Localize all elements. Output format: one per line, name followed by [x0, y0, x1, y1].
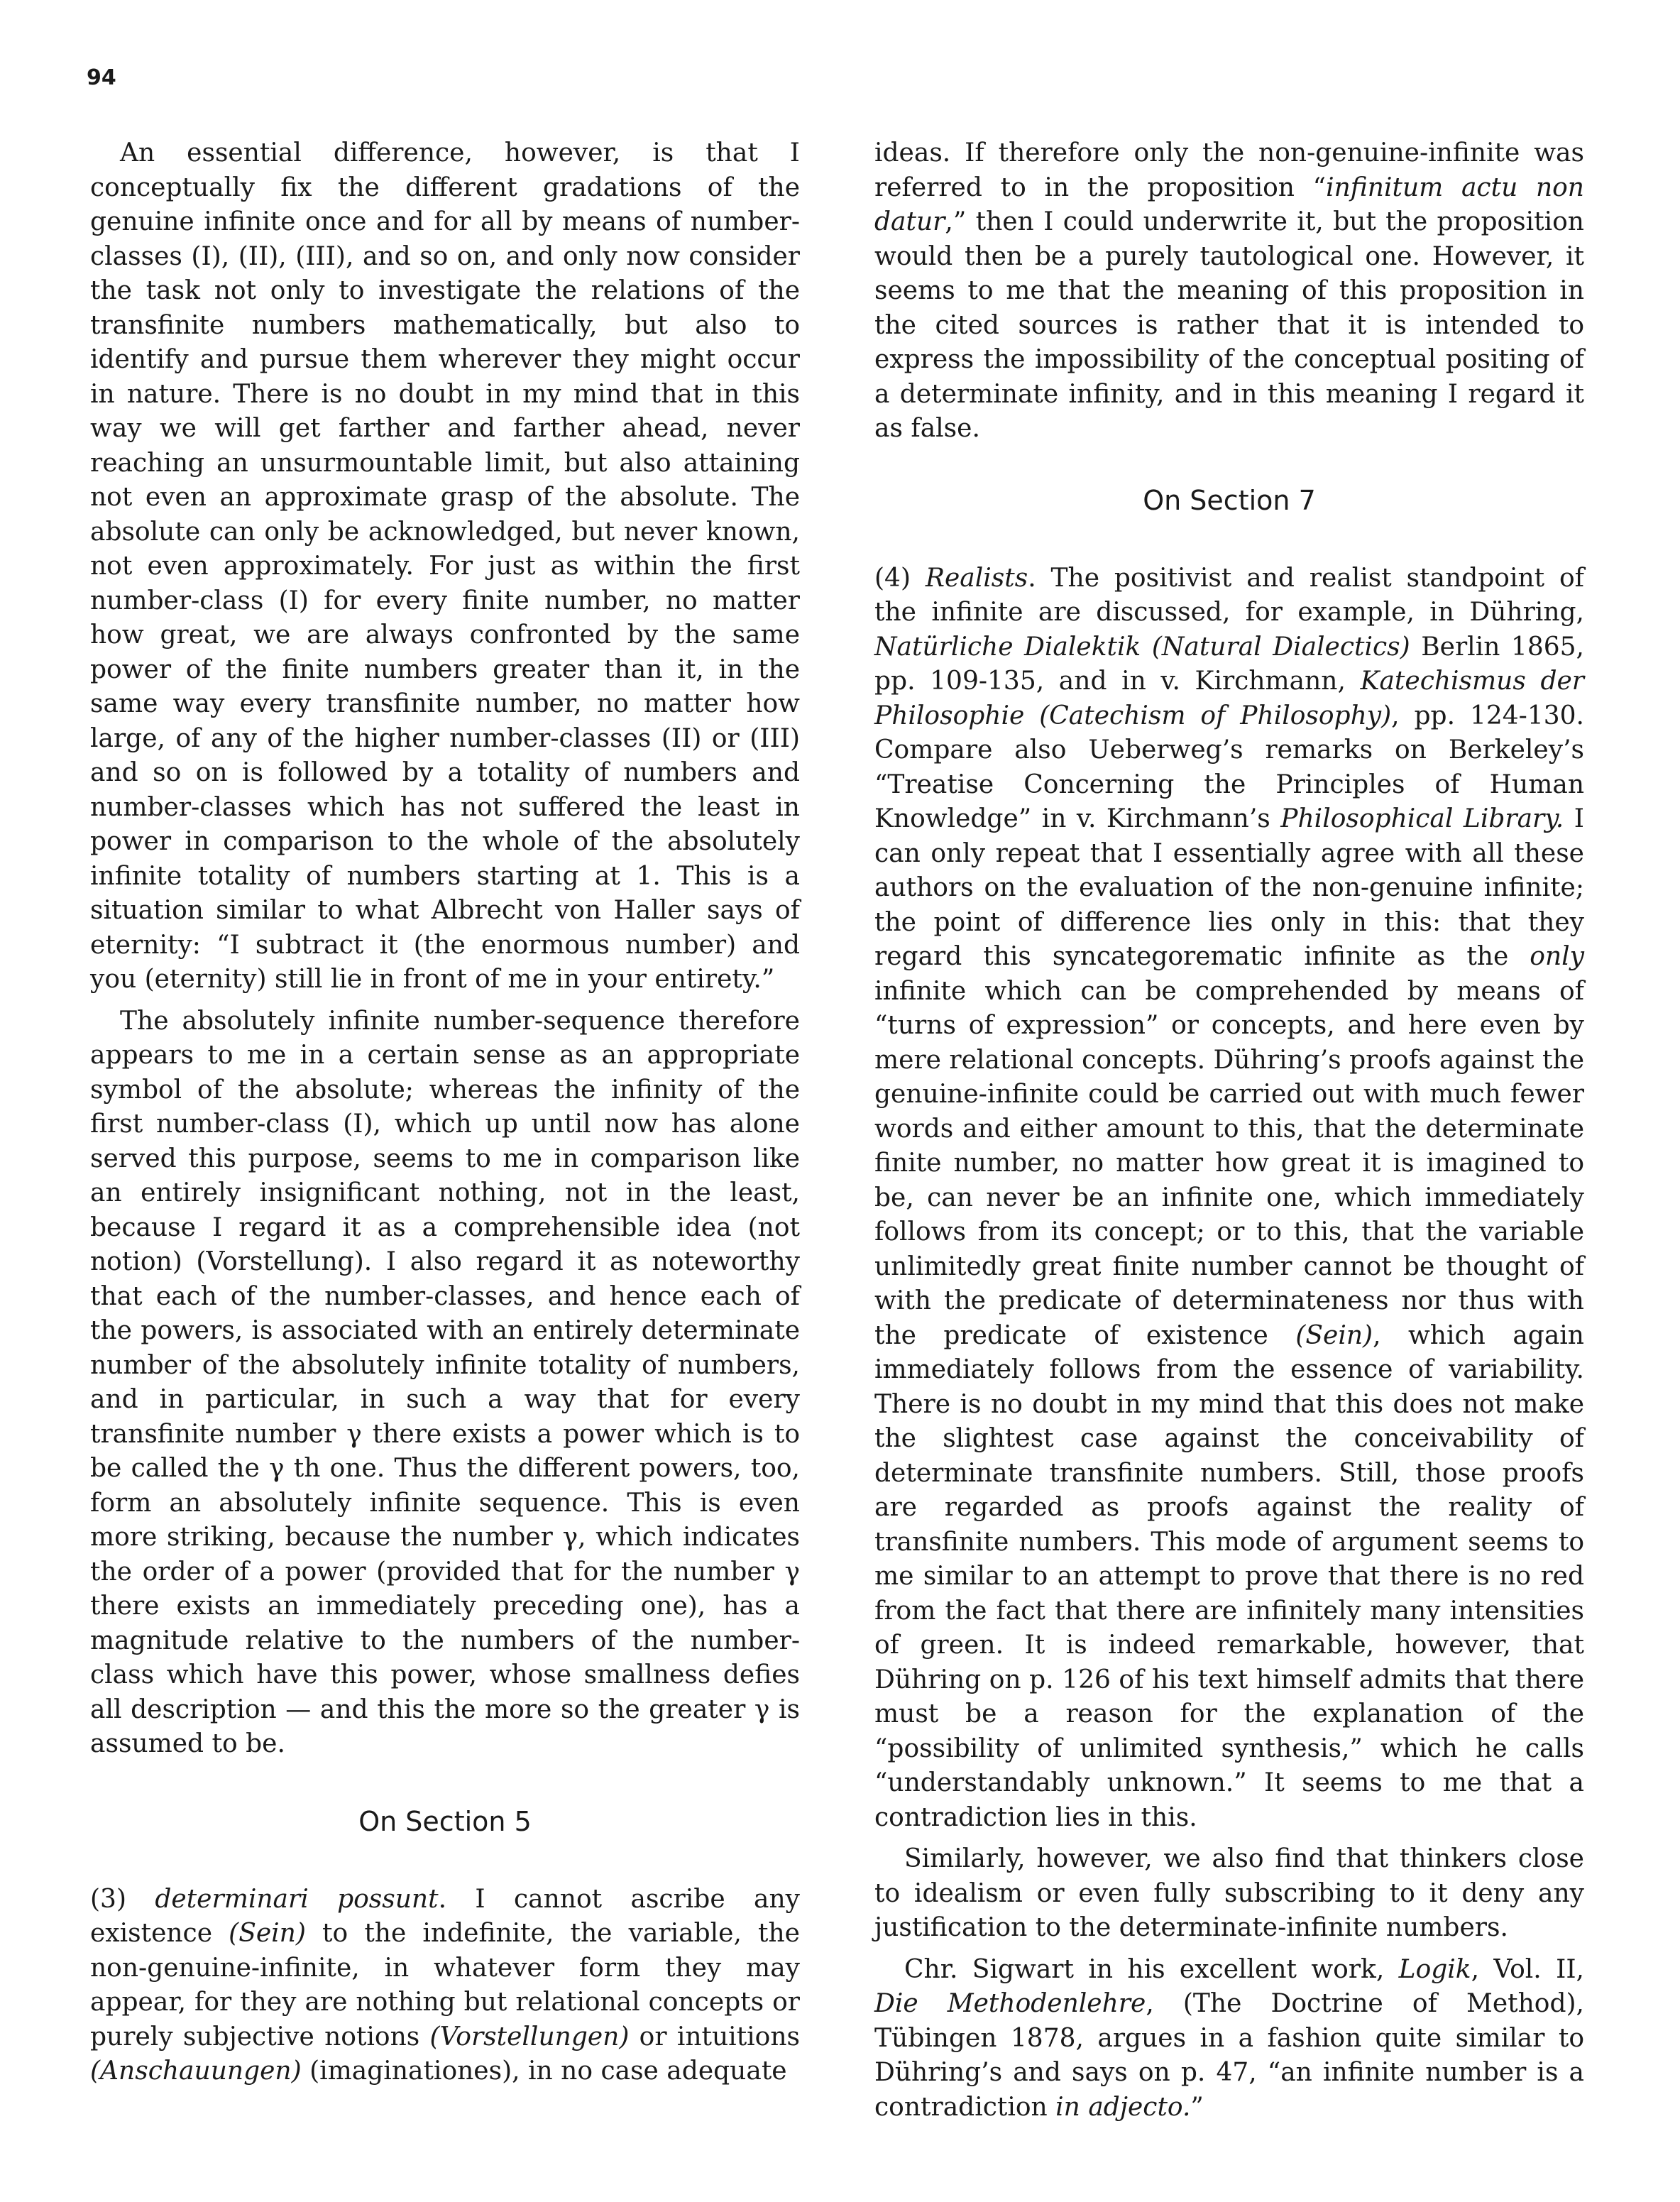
text-run: , (The Doctrine of Method), Tübingen 1878, argues in a fashion quite similar to Dühring’s and says on p. 47, “an infinite number is a contradiction [874, 1989, 1585, 2122]
paragraph-determinari-possunt [90, 1883, 800, 2089]
text-run: . I cannot ascribe any existence [90, 1884, 801, 1948]
right-column [874, 136, 1584, 2132]
text-run: (3) [90, 1884, 155, 1914]
paragraph-essential-difference: An essential difference, however, is that I conceptually fix the different gradations of the genuine infinite once and for all by means of number-classes (I), (II), (III), and so on, and only now consider the task not only to investigate the relations of the transfinite numbers mathematically, but also to identify and pursue them wherever they might occur in nature. There is no doubt in my mind that in this way we will get farther and farther ahead, never reaching an unsurmountable limit, but also attaining not even an approximate grasp of the absolute. The absolute can only be acknowledged, but never known, not even approximately. For just as within the first number-class (I) for every finite number, no matter how great, we are always confronted by the same power of the finite numbers greater than it, in the same way every transfinite number, no matter how large, of any of the higher number-classes (II) or (III) and so on is followed by a totality of numbers and number-classes which has not suffered the least in power in comparison to the whole of the absolutely infinite totality of numbers starting at 1. This is a situation similar to what Albrecht von Haller says of eternity: “I subtract it (the enormous number) and you (eternity) still lie in front of me in your entirety.” [90, 138, 800, 994]
text-run: , pp. 124-130. Compare also Ueberweg’s remarks on Berkeley’s “Treatise Concerning the Principles of Human Knowledge” in v. Kirchmann’s [874, 701, 1584, 833]
text-run: or intuitions [629, 2022, 801, 2052]
italic-term: infinitum actu non datur [874, 172, 1584, 236]
italic-term: Realists [925, 563, 1028, 593]
paragraph-continuation [874, 136, 1584, 447]
text-run: ideas. If therefore only the non-genuine-infinite was referred to in the proposition “ [874, 138, 1584, 202]
paragraph-similarly: Similarly, however, we also find that thinkers close to idealism or even fully subscribing to it deny any justification to the determinate-infinite numbers. [874, 1844, 1584, 1942]
italic-term: Die Methodenlehre [874, 1989, 1146, 2018]
text-run: (imaginationes), in no case adequate [301, 2056, 787, 2086]
section-heading-7: On Section 7 [1143, 484, 1316, 516]
italic-term: in adjecto. [1055, 2092, 1191, 2122]
text-run: , which again immediately follows from the essence of variability. There is no doubt in my mind that this does not make the slightest case against the conceivability of determinate transfinite numbers. Still, those proofs are regarded as proofs against the reality of transfinite numbers. This mode of argument seems to me similar to an attempt to prove that there is no red from the fact that there are infinitely many intensities of green. It is indeed remarkable, however, that Dühring on p. 126 of his text himself admits that there must be a reason for the explanation of the “possibility of unlimited synthesis,” which he calls “understandably unknown.” It seems to me that a contradiction lies in this. [874, 1320, 1584, 1832]
text-run: ,” then I could underwrite it, but the proposition would then be a purely tautological one. However, it seems to me that the meaning of this proposition in the cited sources is rather that it is intended to express the impossibility of the conceptual positing of a determinate infinity, and in this meaning I regard it as false. [874, 207, 1584, 443]
text-run: I can only repeat that I essentially agree with all these authors on the evaluation of the non-genuine infinite; the point of difference lies only in this: that they regard this syncategorematic infinite as the [874, 804, 1584, 971]
italic-term: determinari possunt [155, 1884, 439, 1914]
text-run: to the indefinite, the variable, the non-genuine-infinite, in whatever form they may appear, for they are nothing but relational concepts or purely subjective notions [90, 1919, 800, 2052]
italic-term: Natürliche Dialektik (Natural Dialectics) [874, 632, 1410, 662]
italic-term: (Sein) [229, 1919, 306, 1948]
italic-term: Philosophical Library. [1280, 804, 1564, 833]
section-heading-5: On Section 5 [358, 1805, 532, 1837]
italic-term: (Vorstellungen) [429, 2022, 630, 2052]
text-run: Chr. Sigwart in his excellent work, [904, 1954, 1399, 1984]
text-run: . The positivist and realist standpoint of the infinite are discussed, for example, in Dühring, [874, 563, 1585, 627]
italic-term: Logik [1398, 1954, 1471, 1984]
text-run: ” [1190, 2092, 1204, 2122]
text-run: infinite which can be comprehended by means of “turns of expression” or concepts, and here even by mere relational concepts. Dühring’s proofs against the genuine-infinite could be carried out with much fewer words and either amount to this, that the determinate finite number, no matter how great it is imagined to be, can never be an infinite one, which immediately follows from its concept; or to this, that the variable unlimitedly great finite number cannot be thought of with the predicate of determinateness nor thus with the predicate of existence [874, 976, 1584, 1350]
text-run: Berlin 1865, pp. 109-135, and in v. Kirchmann, [874, 632, 1584, 696]
italic-term: only [1530, 942, 1584, 971]
page-number: 94 [87, 65, 116, 90]
italic-term: Katechismus der Philosophie (Catechism of Philosophy) [874, 667, 1585, 730]
italic-term: (Sein) [1295, 1320, 1373, 1350]
italic-term: (Anschauungen) [90, 2056, 302, 2086]
paragraph-realists [874, 562, 1584, 1836]
text-run: , Vol. II, [1471, 1954, 1584, 1984]
paragraph-absolutely-infinite-sequence: The absolutely infinite number-sequence therefore appears to me in a certain sense as an appropriate symbol of the absolute; whereas the infinity of the first number-class (I), which up until now has alone served this purpose, seems to me in comparison like an entirely insignificant nothing, not in the least, because I regard it as a comprehensible idea (not notion) (Vorstellung). I also regard it as noteworthy that each of the number-classes, and hence each of the powers, is associated with an entirely determinate number of the absolutely infinite totality of numbers, and in particular, in such a way that for every transfinite number γ there exists a power which is to be called the γ th one. Thus the different powers, too, form an absolutely infinite sequence. This is even more striking, because the number γ, which indicates the order of a power (provided that for the number γ there exists an immediately preceding one), has a magnitude relative to the numbers of the number-class which have this power, whose smallness defies all description — and this the more so the greater γ is assumed to be. [90, 1006, 800, 1758]
paragraph-sigwart [874, 1953, 1584, 2125]
text-run: (4) [874, 563, 926, 593]
left-column [90, 136, 800, 2096]
